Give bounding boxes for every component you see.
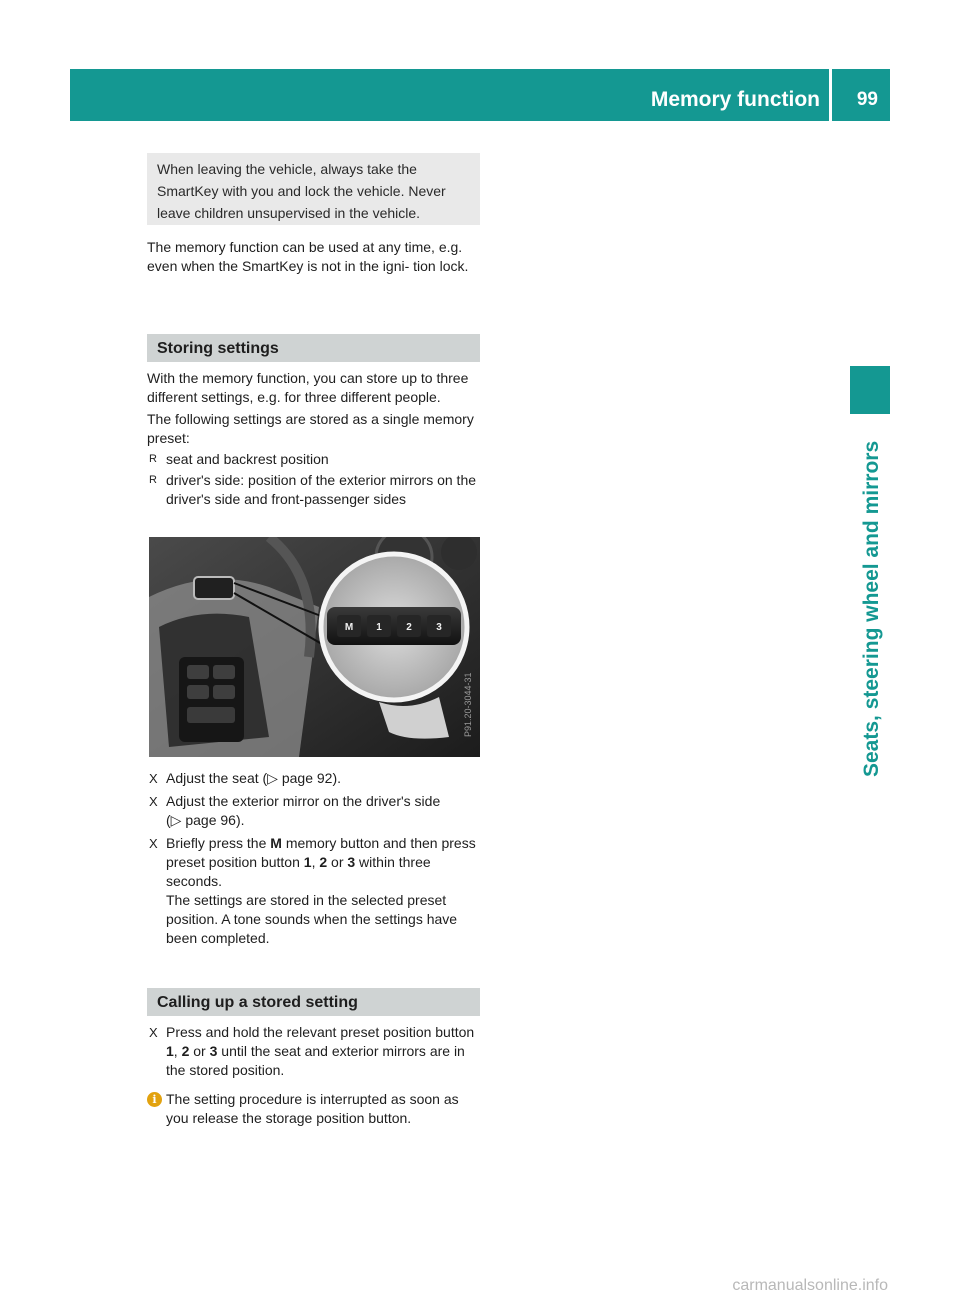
step-text: Adjust the exterior mirror on the driver's side ( <box>166 793 441 828</box>
step-mark: X <box>149 836 158 851</box>
step-item <box>147 1023 480 1080</box>
page-reference-link[interactable]: page 92 <box>281 770 333 786</box>
step-text: memory button and then press preset position button <box>166 835 476 870</box>
storing-steps <box>147 769 480 952</box>
door-panel-illustration <box>149 537 480 757</box>
memory-button-ref: M <box>270 835 282 851</box>
header-bar <box>70 69 890 121</box>
step-text: , <box>173 1043 182 1059</box>
step-text: Press and hold the relevant preset position button <box>166 1024 475 1040</box>
bullet-mark: R <box>149 474 157 486</box>
calling-block <box>147 1023 480 1128</box>
step-mark: X <box>149 1025 158 1040</box>
chapter-label <box>846 435 883 803</box>
step-text: , <box>311 854 320 870</box>
step-item <box>147 792 480 830</box>
button-label-1: 1 <box>376 622 382 633</box>
bullet-item <box>147 471 480 509</box>
info-text: The setting procedure is interrupted as soon as you release the storage position button. <box>166 1091 459 1126</box>
section-heading-calling <box>147 988 480 1016</box>
preset-button-ref: 2 <box>319 854 328 870</box>
watermark: carmanualsonline.info <box>732 1277 888 1294</box>
step-text: Briefly press the <box>166 835 271 851</box>
storing-paragraph-1: With the memory function, you can store up to three different settings, e.g. for three different people. <box>147 370 469 405</box>
bullet-item <box>147 450 480 469</box>
step-mark: X <box>149 771 158 786</box>
page-reference-link[interactable]: page 96 <box>185 812 236 828</box>
button-label-3: 3 <box>436 622 442 633</box>
figure-code: P91.20-3044-31 <box>463 672 473 737</box>
preset-button-ref: 3 <box>209 1043 218 1059</box>
step-text: or <box>327 854 348 870</box>
step-item <box>147 769 480 788</box>
step-text: within three seconds. <box>166 854 431 889</box>
ref-arrow-icon: ▷ <box>267 770 278 786</box>
info-icon: i <box>147 1092 162 1107</box>
button-label-m: M <box>344 622 354 633</box>
step-text: until the seat and exterior mirrors are in the stored position. <box>166 1043 465 1078</box>
preset-button-ref: 1 <box>303 854 312 870</box>
preset-button-ref: 2 <box>181 1043 190 1059</box>
step-text: Adjust the seat ( <box>166 770 268 786</box>
step-text: ). <box>235 812 245 828</box>
step-result-text: The settings are stored in the selected preset position. A tone sounds when the settings have been completed. <box>166 892 458 946</box>
header-divider <box>829 69 832 121</box>
page-number: 99 <box>856 89 878 110</box>
memory-buttons-figure <box>149 537 480 757</box>
step-text: ). <box>332 770 342 786</box>
chapter-label-text: Seats, steering wheel and mirrors <box>860 440 883 777</box>
section-heading-storing <box>147 334 480 362</box>
chapter-tab-marker <box>850 366 890 414</box>
bullet-text: seat and backrest position <box>166 451 329 467</box>
section-heading-text: Storing settings <box>157 340 279 357</box>
step-item <box>147 834 480 948</box>
intro-block <box>147 238 480 276</box>
button-label-2: 2 <box>406 622 412 633</box>
warning-text: When leaving the vehicle, always take the SmartKey with you and lock the vehicle. Never leave children unsupervised in the vehicle. <box>157 161 446 221</box>
ref-arrow-icon: ▷ <box>170 812 182 828</box>
page-title: Memory function <box>650 88 820 111</box>
storing-paragraph-2: The following settings are stored as a single memory preset: <box>147 411 474 446</box>
bullet-text: driver's side: position of the exterior mirrors on the driver's side and front-passenger sides <box>166 472 477 507</box>
bullet-mark: R <box>149 453 157 465</box>
storing-text-block <box>147 369 480 509</box>
preset-button-ref: 1 <box>166 1043 174 1059</box>
step-text: or <box>189 1043 210 1059</box>
step-mark: X <box>149 794 158 809</box>
preset-button-ref: 3 <box>347 854 356 870</box>
section-heading-text: Calling up a stored setting <box>157 994 358 1011</box>
intro-paragraph: The memory function can be used at any time, e.g. even when the SmartKey is not in the igni- tion lock. <box>147 239 469 274</box>
info-note <box>147 1090 480 1128</box>
